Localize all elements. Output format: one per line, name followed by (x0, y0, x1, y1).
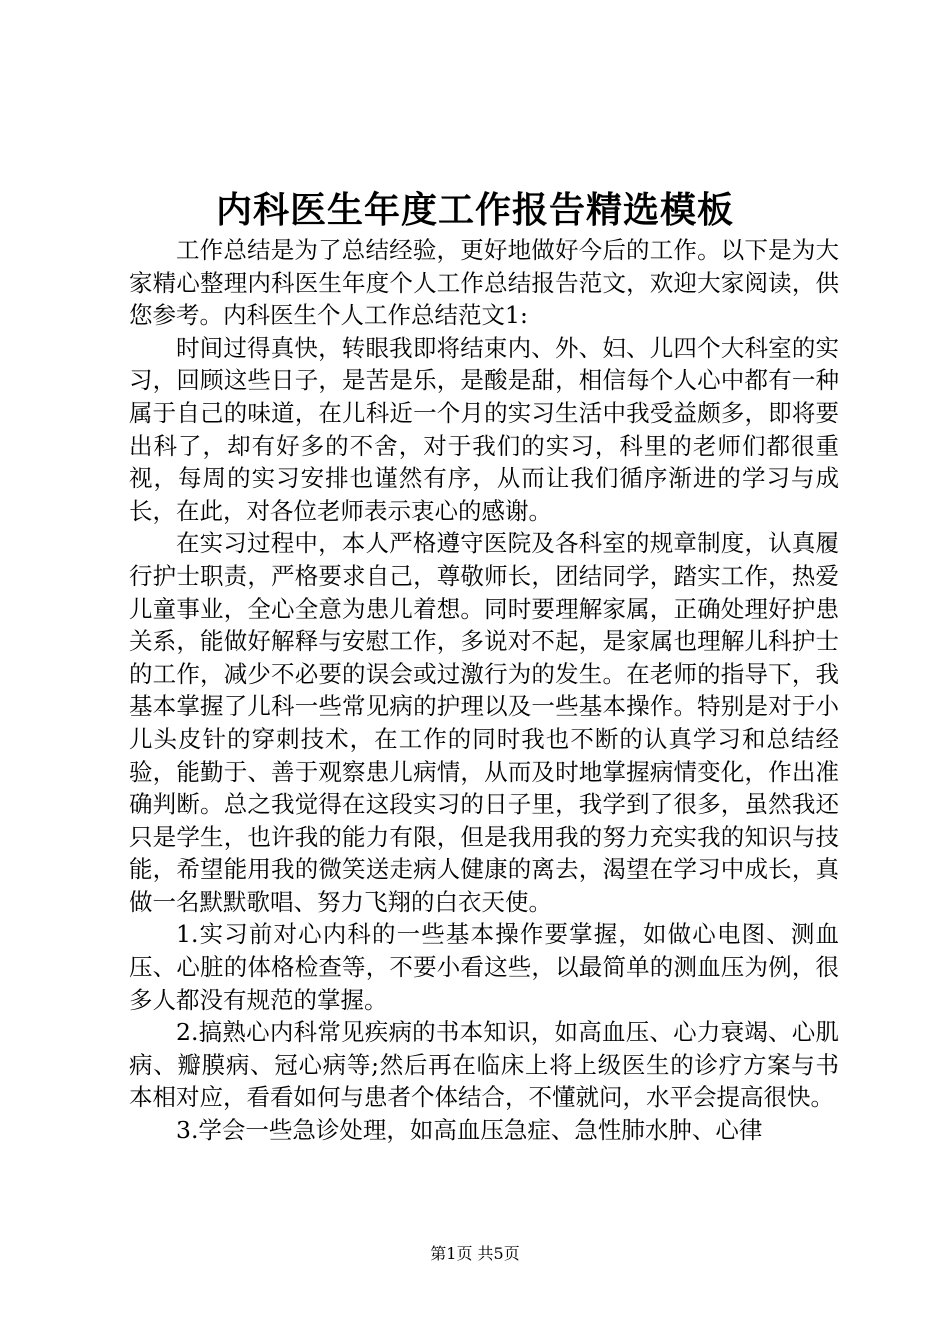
paragraph-item-2: 2.搞熟心内科常见疾病的书本知识，如高血压、心力衰竭、心肌病、瓣膜病、冠心病等;然后再在临床上将上级医生的诊疗方案与书本相对应，看看如何与患者个体结合，不懂就问，水平会提高很快。 (129, 1018, 839, 1112)
page-number: 第1页 共5页 (430, 1244, 520, 1263)
paragraph-internship-process: 在实习过程中，本人严格遵守医院及各科室的规章制度，认真履行护士职责，严格要求自己，尊敬师长，团结同学，踏实工作，热爱儿童事业，全心全意为患儿着想。同时要理解家属，正确处理好护患关系，能做好解释与安慰工作，多说对不起，是家属也理解儿科护士的工作，减少不必要的误会或过激行为的发生。在老师的指导下，我基本掌握了儿科一些常见病的护理以及一些基本操作。特别是对于小儿头皮针的穿刺技术，在工作的同时我也不断的认真学习和总结经验，能勤于、善于观察患儿病情，从而及时地掌握病情变化，作出准确判断。总之我觉得在这段实习的日子里，我学到了很多，虽然我还只是学生，也许我的能力有限，但是我用我的努力充实我的知识与技能，希望能用我的微笑送走病人健康的离去，渴望在学习中成长，真做一名默默歌唱、努力飞翔的白衣天使。 (129, 529, 839, 916)
paragraph-intro: 工作总结是为了总结经验，更好地做好今后的工作。以下是为大家精心整理内科医生年度个人工作总结报告范文，欢迎大家阅读，供您参考。内科医生个人工作总结范文1: (129, 236, 839, 330)
paragraph-item-1: 1.实习前对心内科的一些基本操作要掌握，如做心电图、测血压、心脏的体格检查等，不要小看这些，以最简单的测血压为例，很多人都没有规范的掌握。 (129, 920, 839, 1014)
paragraph-item-3: 3.学会一些急诊处理，如高血压急症、急性肺水肿、心律 (176, 1116, 763, 1145)
document-title: 内科医生年度工作报告精选模板 (215, 189, 734, 231)
paragraph-internship-review: 时间过得真快，转眼我即将结束内、外、妇、儿四个大科室的实习，回顾这些日子，是苦是乐，是酸是甜，相信每个人心中都有一种属于自己的味道，在儿科近一个月的实习生活中我受益颇多，即将要出科了，却有好多的不舍，对于我们的实习，科里的老师们都很重视，每周的实习安排也谨然有序，从而让我们循序渐进的学习与成长，在此，对各位老师表示衷心的感谢。 (129, 333, 839, 525)
document-body (129, 234, 839, 1147)
